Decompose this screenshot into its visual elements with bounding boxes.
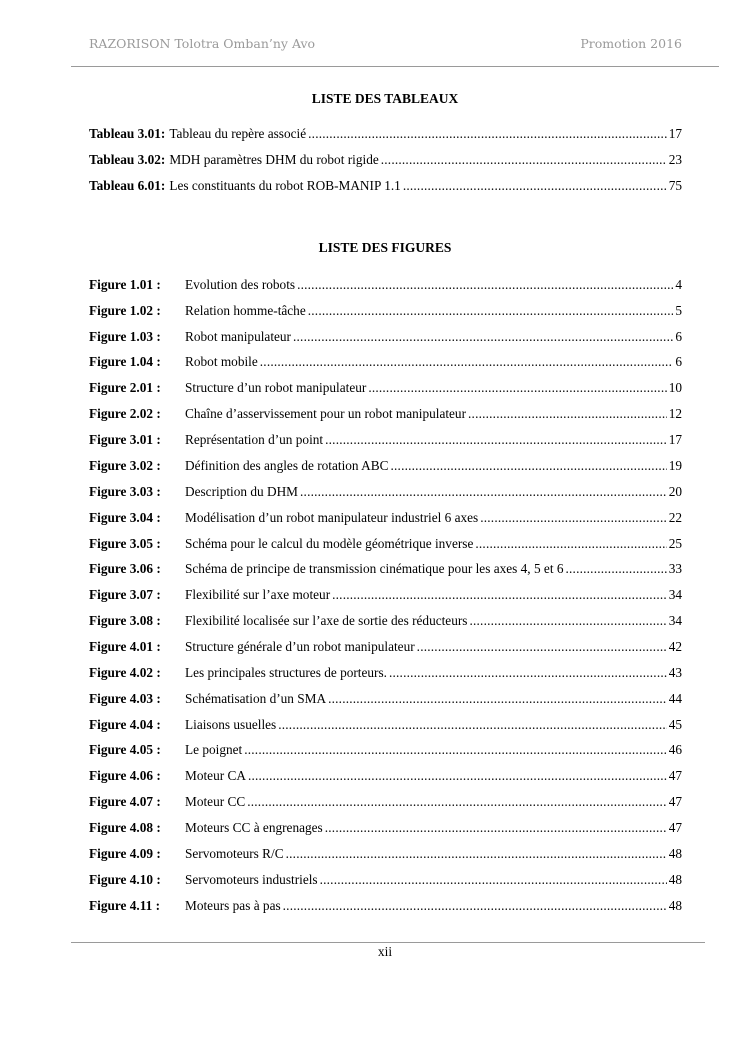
- figure-entry[interactable]: [89, 871, 682, 889]
- leader-dots: [381, 151, 667, 169]
- entry-label: Figure 3.05 :: [89, 536, 161, 551]
- leader-dots: [417, 638, 667, 656]
- leader-dots: [468, 405, 667, 423]
- leader-dots: [332, 586, 667, 604]
- entry-label: Figure 4.11 :: [89, 898, 161, 913]
- figure-entry[interactable]: [89, 664, 682, 682]
- entry-page: 42: [668, 639, 682, 654]
- entry-label: Figure 3.04 :: [89, 510, 161, 525]
- entry-page: 23: [668, 152, 682, 167]
- figure-entry[interactable]: [89, 819, 682, 837]
- entry-title: Schéma pour le calcul du modèle géométrique inverse: [185, 536, 474, 551]
- entry-label: Figure 3.06 :: [89, 561, 161, 576]
- entry-page: 17: [668, 432, 682, 447]
- entry-title: Moteur CA: [185, 768, 246, 783]
- leader-dots: [247, 793, 666, 811]
- entry-title: Relation homme-tâche: [185, 303, 306, 318]
- entry-label: Figure 4.08 :: [89, 820, 161, 835]
- entry-label: Figure 3.07 :: [89, 587, 161, 602]
- leader-dots: [320, 871, 667, 889]
- entry-page: 22: [668, 510, 682, 525]
- figure-entry[interactable]: [89, 535, 682, 553]
- entry-label: Figure 4.03 :: [89, 691, 161, 706]
- entry-title: Servomoteurs R/C: [185, 846, 284, 861]
- entry-title: Servomoteurs industriels: [185, 872, 318, 887]
- leader-dots: [480, 509, 666, 527]
- entry-title: Représentation d’un point: [185, 432, 324, 447]
- leader-dots: [308, 125, 667, 143]
- entry-label: Figure 4.09 :: [89, 846, 161, 861]
- figure-entry[interactable]: [89, 845, 682, 863]
- entry-label: Figure 3.03 :: [89, 484, 161, 499]
- figure-entry[interactable]: [89, 897, 682, 915]
- table-entry[interactable]: [89, 151, 682, 169]
- entry-page: 6: [675, 354, 682, 369]
- figure-entry[interactable]: [89, 276, 682, 294]
- entry-page: 17: [668, 126, 682, 141]
- figure-entry[interactable]: [89, 612, 682, 630]
- entry-page: 47: [668, 820, 682, 835]
- tables-section-title: LISTE DES TABLEAUX: [311, 91, 459, 106]
- entry-title: Moteurs pas à pas: [185, 898, 281, 913]
- entry-title: Description du DHM: [185, 484, 299, 499]
- figure-entry[interactable]: [89, 741, 682, 759]
- entry-page: 34: [668, 587, 682, 602]
- entry-page: 19: [668, 458, 682, 473]
- entry-label: Figure 3.02 :: [89, 458, 161, 473]
- leader-dots: [391, 457, 667, 475]
- entry-label: Figure 1.03 :: [89, 329, 161, 344]
- header-author: RAZORISON Tolotra Omban’ny Avo: [89, 36, 316, 51]
- entry-title: Les principales structures de porteurs.: [185, 665, 387, 680]
- entry-page: 33: [668, 561, 682, 576]
- leader-dots: [566, 560, 667, 578]
- entry-label: Tableau 3.01:: [89, 126, 166, 141]
- entry-label: Figure 4.06 :: [89, 768, 161, 783]
- footer-rule: [71, 942, 705, 943]
- header-promotion: Promotion 2016: [580, 36, 682, 51]
- figure-entry[interactable]: [89, 638, 682, 656]
- entry-title: Robot manipulateur: [185, 329, 291, 344]
- entry-label: Figure 4.02 :: [89, 665, 161, 680]
- entry-page: 20: [668, 484, 682, 499]
- figure-entry[interactable]: [89, 716, 682, 734]
- entry-title: Liaisons usuelles: [185, 717, 277, 732]
- entry-title: Moteurs CC à engrenages: [185, 820, 323, 835]
- entry-page: 48: [668, 872, 682, 887]
- figure-entry[interactable]: [89, 302, 682, 320]
- entry-title: Flexibilité sur l’axe moteur: [185, 587, 331, 602]
- figure-entry[interactable]: [89, 483, 682, 501]
- leader-dots: [475, 535, 666, 553]
- figure-entry[interactable]: [89, 328, 682, 346]
- entry-label: Figure 1.01 :: [89, 277, 161, 292]
- entry-title: Chaîne d’asservissement pour un robot manipulateur: [185, 406, 467, 421]
- entry-label: Figure 2.02 :: [89, 406, 161, 421]
- leader-dots: [328, 690, 667, 708]
- entry-label: Tableau 6.01:: [89, 178, 166, 193]
- figure-entry[interactable]: [89, 690, 682, 708]
- entry-label: Figure 2.01 :: [89, 380, 161, 395]
- entry-page: 6: [675, 329, 682, 344]
- entry-label: Figure 1.04 :: [89, 354, 161, 369]
- table-entry[interactable]: [89, 177, 682, 195]
- figure-entry[interactable]: [89, 353, 682, 371]
- leader-dots: [248, 767, 667, 785]
- leader-dots: [325, 431, 667, 449]
- entry-title: Schéma de principe de transmission cinématique pour les axes 4, 5 et 6: [185, 561, 564, 576]
- entry-page: 48: [668, 846, 682, 861]
- entry-title: Structure générale d’un robot manipulateur: [185, 639, 415, 654]
- leader-dots: [308, 302, 674, 320]
- entry-label: Figure 1.02 :: [89, 303, 161, 318]
- leader-dots: [244, 741, 666, 759]
- leader-dots: [469, 612, 666, 630]
- leader-dots: [389, 664, 667, 682]
- entry-label: Figure 4.10 :: [89, 872, 161, 887]
- entry-page: 10: [668, 380, 682, 395]
- entry-page: 43: [668, 665, 682, 680]
- figure-entry[interactable]: [89, 793, 682, 811]
- entry-title: Robot mobile: [185, 354, 258, 369]
- figure-entry[interactable]: [89, 379, 682, 397]
- entry-page: 47: [668, 768, 682, 783]
- entry-label: Figure 4.01 :: [89, 639, 161, 654]
- leader-dots: [286, 845, 667, 863]
- entry-title: Les constituants du robot ROB-MANIP 1.1: [169, 178, 401, 193]
- figure-entry[interactable]: [89, 586, 682, 604]
- figure-entry[interactable]: [89, 431, 682, 449]
- page-number: xii: [377, 944, 393, 959]
- entry-label: Figure 3.08 :: [89, 613, 161, 628]
- entry-label: Figure 4.05 :: [89, 742, 161, 757]
- leader-dots: [283, 897, 667, 915]
- entry-page: 4: [675, 277, 682, 292]
- table-entry[interactable]: [89, 125, 682, 143]
- entry-title: MDH paramètres DHM du robot rigide: [169, 152, 379, 167]
- entry-page: 34: [668, 613, 682, 628]
- figures-section-title: LISTE DES FIGURES: [318, 240, 452, 255]
- figure-entry[interactable]: [89, 509, 682, 527]
- leader-dots: [297, 276, 673, 294]
- figure-entry[interactable]: [89, 560, 682, 578]
- entry-title: Définition des angles de rotation ABC: [185, 458, 389, 473]
- entry-title: Modélisation d’un robot manipulateur industriel 6 axes: [185, 510, 479, 525]
- page-header: [89, 36, 682, 54]
- entry-label: Tableau 3.02:: [89, 152, 166, 167]
- figure-entry[interactable]: [89, 405, 682, 423]
- entry-page: 12: [668, 406, 682, 421]
- entry-title: Moteur CC: [185, 794, 246, 809]
- entry-page: 5: [675, 303, 682, 318]
- leader-dots: [293, 328, 673, 346]
- entry-page: 75: [668, 178, 682, 193]
- entry-page: 45: [668, 717, 682, 732]
- leader-dots: [300, 483, 667, 501]
- leader-dots: [403, 177, 667, 195]
- header-rule: [71, 66, 719, 67]
- entry-page: 47: [668, 794, 682, 809]
- leader-dots: [368, 379, 666, 397]
- leader-dots: [278, 716, 666, 734]
- entry-page: 46: [668, 742, 682, 757]
- figure-entry[interactable]: [89, 767, 682, 785]
- entry-label: Figure 3.01 :: [89, 432, 161, 447]
- entry-label: Figure 4.07 :: [89, 794, 161, 809]
- figure-entry[interactable]: [89, 457, 682, 475]
- entry-label: Figure 4.04 :: [89, 717, 161, 732]
- entry-title: Flexibilité localisée sur l’axe de sortie des réducteurs: [185, 613, 468, 628]
- entry-title: Le poignet: [185, 742, 243, 757]
- leader-dots: [260, 353, 674, 371]
- entry-page: 48: [668, 898, 682, 913]
- entry-title: Evolution des robots: [185, 277, 296, 292]
- entry-title: Structure d’un robot manipulateur: [185, 380, 367, 395]
- entry-title: Schématisation d’un SMA: [185, 691, 327, 706]
- leader-dots: [325, 819, 667, 837]
- entry-title: Tableau du repère associé: [169, 126, 307, 141]
- entry-page: 44: [668, 691, 682, 706]
- entry-page: 25: [668, 536, 682, 551]
